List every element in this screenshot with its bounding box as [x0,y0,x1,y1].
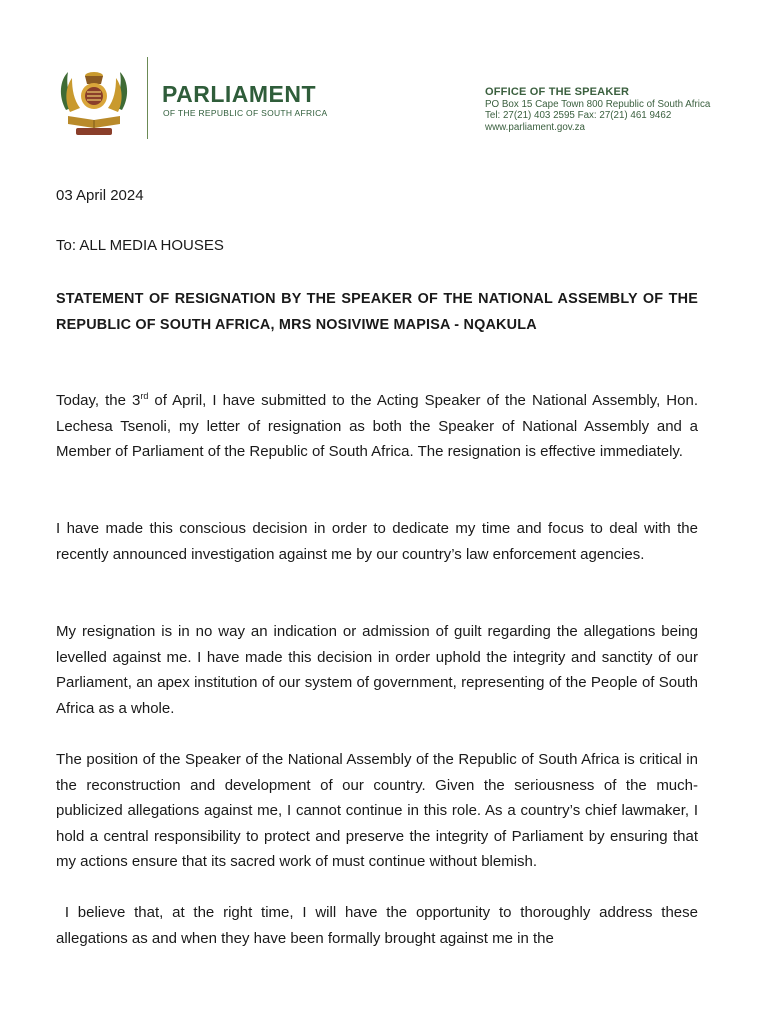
statement-heading: STATEMENT OF RESIGNATION BY THE SPEAKER OF THE NATIONAL ASSEMBLY OF THE REPUBLIC OF SOUTH AFRICA, MRS NOSIVIWE MAPISA - NQAKULA [56,291,698,333]
office-address: PO Box 15 Cape Town 800 Republic of South Africa [485,98,711,110]
paragraph-1-rest: of April, I have submitted to the Acting Speaker of the National Assembly, Hon. Lechesa Tsenoli, my letter of resignation as both the Speaker of National Assembly and a Member of Parliament of the Republic of South Africa. The resignation is effective immediately. [56,392,698,460]
office-phone: Tel: 27(21) 403 2595 Fax: 27(21) 461 9462 [485,110,672,121]
paragraph-1-start: Today, the 3 [56,392,141,409]
org-name: PARLIAMENT [162,81,317,107]
paragraph-4: The position of the Speaker of the National Assembly of the Republic of South Africa is critical in the reconstruction and development of our country. Given the seriousness of the much-publicized allegations against me, I cannot continue in this role. As a country’s chief lawmaker, I hold a central responsibility to protect and preserve the integrity of Parliament by ensuring that my actions ensure that its sacred work of must continue without blemish. [56,751,698,870]
recipient-line: To: ALL MEDIA HOUSES [56,237,224,254]
paragraph-5: I believe that, at the right time, I will have the opportunity to thoroughly address these allegations as and when they have been formally brought against me in the [56,904,703,947]
office-title: OFFICE OF THE SPEAKER [485,86,630,98]
letter-date: 03 April 2024 [56,187,144,204]
office-website: www.parliament.gov.za [485,121,586,133]
letterhead [0,0,768,150]
paragraph-2: I have made this conscious decision in order to dedicate my time and focus to deal with the recently announced investigation against me by our country’s law enforcement agencies. [56,520,698,563]
org-subtitle: OF THE REPUBLIC OF SOUTH AFRICA [163,108,328,118]
letterhead-divider [147,57,148,139]
ordinal-suffix: rd [140,391,149,401]
paragraph-3: My resignation is in no way an indication or admission of guilt regarding the allegations being levelled against me. I have made this decision in order uphold the integrity and sanctity of our Parliament, an apex institution of our system of government, representing of the People of South Africa as a whole. [56,623,698,717]
office-contact [485,87,710,133]
paragraph-1 [56,388,698,465]
parliament-coat-of-arms-icon [54,62,134,138]
